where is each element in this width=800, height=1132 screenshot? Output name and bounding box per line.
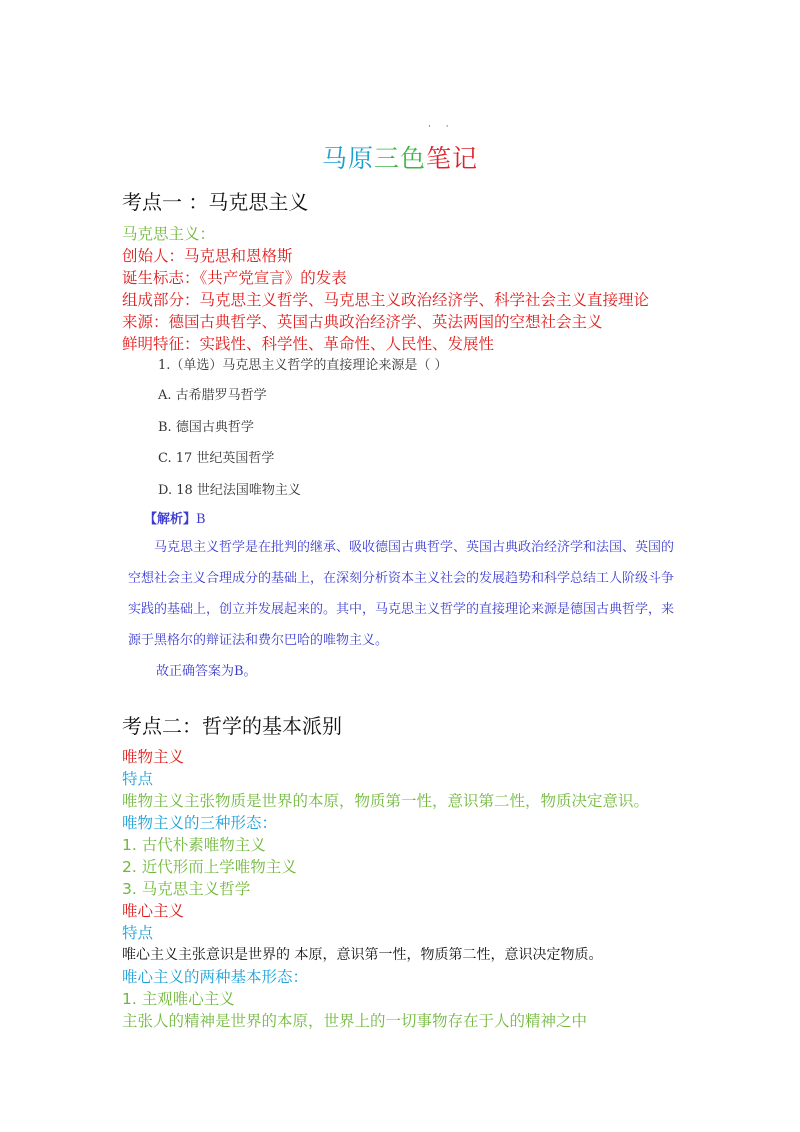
subjective-idealism: 1. 主观唯心主义 <box>122 990 235 1008</box>
components-line: 组成部分：马克思主义哲学、马克思主义政治经济学、科学社会主义直接理论 <box>122 291 650 309</box>
option-d: D. 18 世纪法国唯物主义 <box>158 483 301 498</box>
page-title <box>0 142 800 176</box>
idealism-description: 唯心主义主张意识是世界的 本原，意识第一性，物质第二性，意识决定物质。 <box>122 947 603 963</box>
idealism-feature-label: 特点 <box>122 924 154 942</box>
materialism-feature-label: 特点 <box>122 770 154 788</box>
materialism-forms-label: 唯物主义的三种形态： <box>122 814 278 832</box>
option-a: A. 古希腊罗马哲学 <box>158 388 267 403</box>
analysis-label: 【解析】 <box>144 512 197 527</box>
title-part-2: 三色 <box>373 144 426 173</box>
birth-line: 诞生标志：《共产党宣言》的发表 <box>122 269 347 287</box>
idealism-forms-label: 唯心主义的两种基本形态： <box>122 968 309 986</box>
sources-line: 来源：德国古典哲学、英国古典政治经济学、英法两国的空想社会主义 <box>122 313 603 331</box>
section1-heading: 考点一 ：马克思主义 <box>122 190 309 214</box>
materialism-form-3: 3. 马克思主义哲学 <box>122 880 251 898</box>
materialism-description: 唯物主义主张物质是世界的本原，物质第一性，意识第二性，物质决定意识。 <box>122 792 650 810</box>
header-marks: · · <box>428 122 455 132</box>
analysis-answer: B <box>196 512 206 527</box>
materialism-form-1: 1. 古代朴素唯物主义 <box>122 836 266 854</box>
answer-conclusion: 故正确答案为B。 <box>156 664 257 679</box>
analysis-explanation: 马克思主义哲学是在批判的继承、吸收德国古典哲学、英国古典政治经济学和法国、英国的空想社会主义合理成分的基础上，在深刻分析资本主义社会的发展趋势和科学总结工人阶级斗争实践的基础上，创立并发展起来的。其中，马克思主义哲学的直接理论来源是德国古典哲学，来源于黑格尔的辩证法和费尔巴哈的唯物主义。 <box>128 540 675 648</box>
option-c: C. 17 世纪英国哲学 <box>158 451 275 466</box>
founder-line: 创始人：马克思和恩格斯 <box>122 247 293 265</box>
marxism-label: 马克思主义： <box>122 225 216 243</box>
section2-heading: 考点二：哲学的基本派别 <box>122 714 342 738</box>
idealism-heading: 唯心主义 <box>122 902 185 920</box>
materialism-heading: 唯物主义 <box>122 748 185 766</box>
option-b: B. 德国古典哲学 <box>158 420 254 435</box>
question-stem: 1.（单选）马克思主义哲学的直接理论来源是（ ） <box>158 358 448 373</box>
subjective-idealism-description: 主张人的精神是世界的本原，世界上的一切事物存在于人的精神之中 <box>122 1012 588 1030</box>
title-part-3: 笔记 <box>426 144 479 173</box>
analysis-tag <box>144 510 206 530</box>
materialism-form-2: 2. 近代形而上学唯物主义 <box>122 858 297 876</box>
title-part-1: 马原 <box>321 144 374 173</box>
features-line: 鲜明特征：实践性、科学性、革命性、人民性、发展性 <box>122 335 495 353</box>
